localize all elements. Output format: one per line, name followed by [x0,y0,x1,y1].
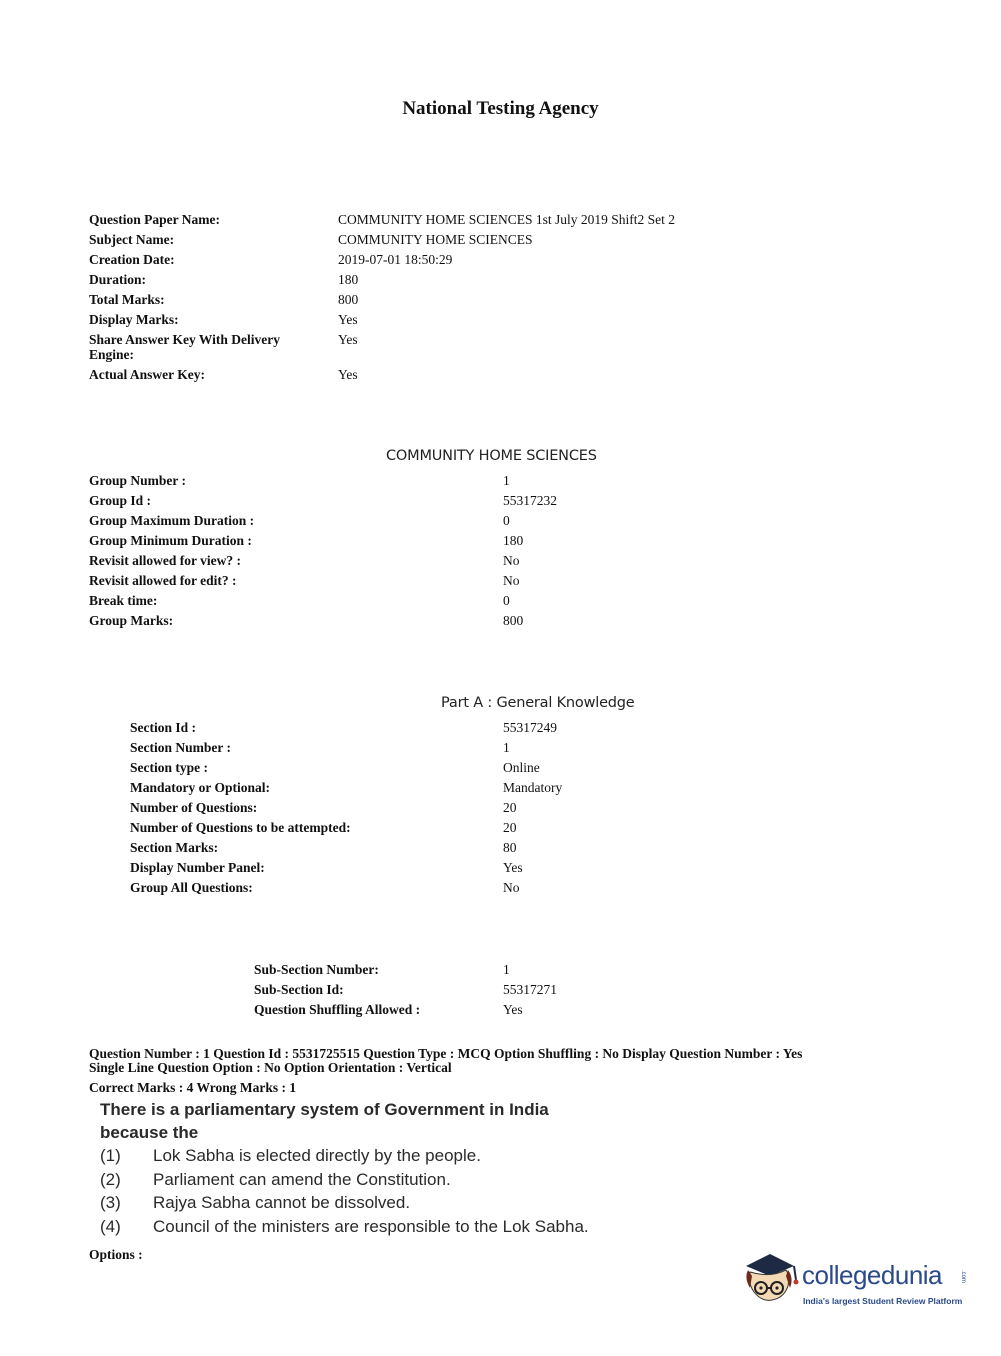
paper-info-value: COMMUNITY HOME SCIENCES 1st July 2019 Shift2 Set 2 [338,212,676,227]
paper-info-value: Yes [338,367,358,382]
group-label: Group Id : [89,493,152,508]
section-label: Group All Questions: [130,880,253,895]
paper-info-label: Subject Name: [89,232,175,247]
section-label: Mandatory or Optional: [130,780,271,795]
section-value: Mandatory [503,780,563,795]
group-label: Group Minimum Duration : [89,533,252,548]
group-label: Break time: [89,593,158,608]
group-value: No [503,573,520,588]
group-value: 55317232 [503,493,557,508]
question-body [100,1098,589,1238]
page-title: National Testing Agency [402,98,599,119]
group-heading: COMMUNITY HOME SCIENCES [386,448,597,464]
group-label: Group Maximum Duration : [89,513,255,528]
question-option [100,1191,589,1215]
option-number: (1) [100,1146,121,1165]
question-option [100,1144,589,1168]
question-stem-line2: because the [100,1123,199,1142]
section-heading: Part A : General Knowledge [441,695,635,711]
group-label: Group Number : [89,473,187,488]
paper-info-value: Yes [338,332,358,347]
brand-suffix: .com [960,1270,966,1284]
paper-info-value: 800 [338,292,359,307]
question-option [100,1215,589,1239]
option-text: Council of the ministers are responsible to the Lok Sabha. [153,1216,589,1236]
section-value: 1 [503,740,510,755]
options-label: Options : [89,1247,143,1262]
paper-info-label: Duration: [89,272,146,287]
subsection-value: 55317271 [503,982,557,997]
paper-info-value: COMMUNITY HOME SCIENCES [338,232,533,247]
paper-info-label: Creation Date: [89,252,175,267]
section-value: Online [503,760,540,775]
group-value: No [503,553,520,568]
group-value: 180 [503,533,524,548]
section-value: 80 [503,840,517,855]
section-label: Section Marks: [130,840,219,855]
subsection-value: Yes [503,1002,523,1017]
option-number: (2) [100,1169,121,1189]
subsection-value: 1 [503,962,510,977]
group-value: 0 [503,593,510,608]
paper-info-value: 2019-07-01 18:50:29 [338,252,453,267]
brand-tagline: India's largest Student Review Platform [803,1296,963,1306]
section-label: Number of Questions to be attempted: [130,820,351,835]
group-label: Group Marks: [89,613,174,628]
option-number: (3) [100,1193,121,1212]
section-value: 20 [503,820,517,835]
section-label: Section type : [130,760,208,775]
subsection-label: Sub-Section Number: [254,962,379,977]
option-text: Parliament can amend the Constitution. [153,1169,451,1189]
group-value: 0 [503,513,510,528]
paper-info-label: Question Paper Name: [89,212,220,227]
question-option [100,1168,589,1192]
brand-name: collegedunia [802,1260,943,1290]
paper-info-label: Actual Answer Key: [89,367,205,382]
paper-info-value: 180 [338,272,359,287]
group-label: Revisit allowed for view? : [89,553,241,568]
paper-info-label: Total Marks: [89,292,165,307]
option-text: Rajya Sabha cannot be dissolved. [153,1193,411,1212]
question-marks: Correct Marks : 4 Wrong Marks : 1 [89,1080,297,1095]
mascot-icon [740,1248,802,1310]
section-value: 20 [503,800,517,815]
option-number: (4) [100,1216,121,1236]
subsection-label: Question Shuffling Allowed : [254,1002,421,1017]
section-label: Number of Questions: [130,800,258,815]
option-text: Lok Sabha is elected directly by the people. [153,1146,481,1165]
section-value: Yes [503,860,523,875]
paper-info-value: Yes [338,312,358,327]
question-meta-line1: Question Number : 1 Question Id : 5531725515 Question Type : MCQ Option Shuffling : No Display Question Number : Yes [89,1046,803,1061]
subsection-label: Sub-Section Id: [254,982,344,997]
section-label: Section Id : [130,720,197,735]
section-value: 55317249 [503,720,557,735]
group-value: 800 [503,613,524,628]
section-label: Display Number Panel: [130,860,265,875]
question-stem-line1: There is a parliamentary system of Government in India [100,1100,549,1119]
paper-info-label: Share Answer Key With Delivery Engine: [89,332,280,362]
section-label: Section Number : [130,740,231,755]
group-label: Revisit allowed for edit? : [89,573,237,588]
section-value: No [503,880,520,895]
question-meta-line2: Single Line Question Option : No Option Orientation : Vertical [89,1060,452,1075]
paper-info-label: Display Marks: [89,312,179,327]
group-value: 1 [503,473,510,488]
collegedunia-logo [740,1248,970,1314]
